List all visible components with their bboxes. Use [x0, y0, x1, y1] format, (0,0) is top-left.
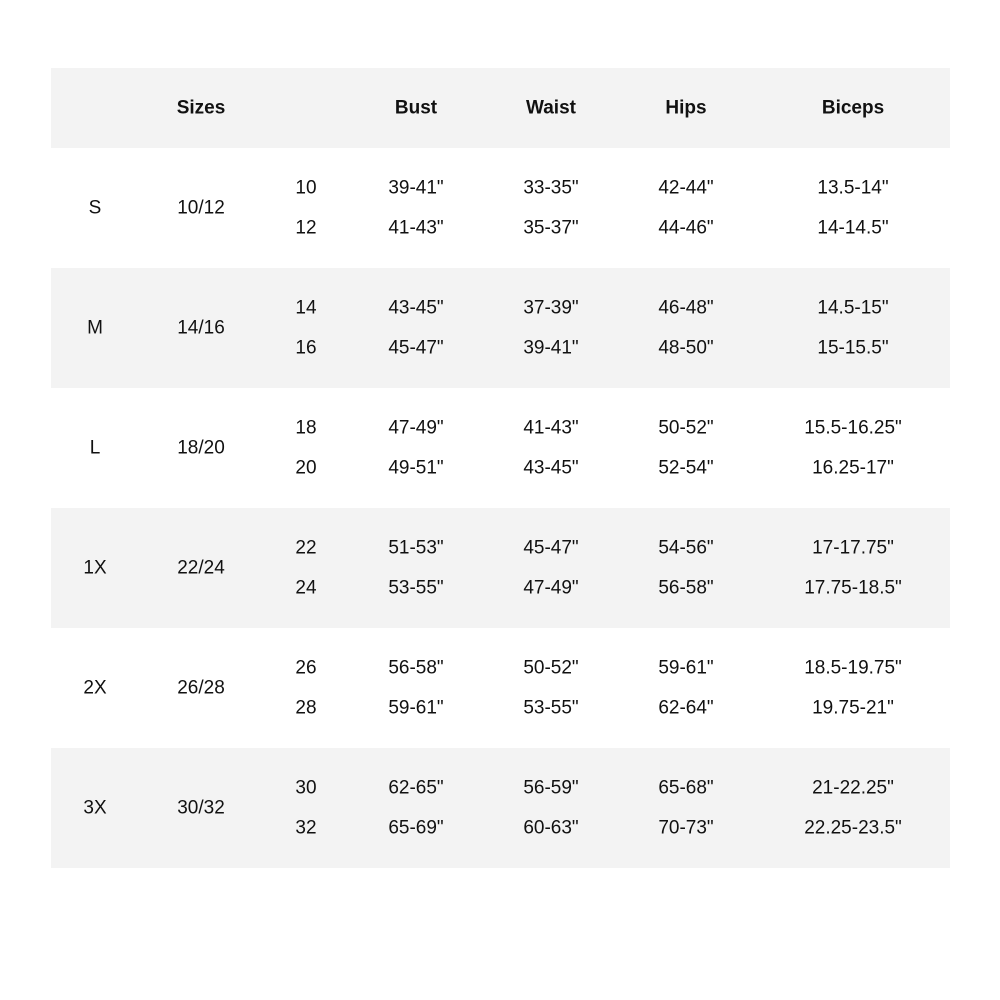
hips-value: 70-73"	[658, 817, 714, 839]
bust-value: 65-69"	[388, 817, 444, 839]
size-label: M	[87, 317, 103, 339]
waist-value: 39-41"	[523, 337, 579, 359]
size-label: 2X	[83, 677, 107, 699]
biceps-value: 17-17.75"	[812, 537, 894, 559]
numeric-size: 16	[295, 337, 317, 359]
biceps-value: 16.25-17"	[812, 457, 894, 479]
bust-value: 62-65"	[388, 777, 444, 799]
size-row-1x	[51, 508, 950, 628]
header-waist: Waist	[526, 97, 576, 119]
size-range: 10/12	[177, 197, 225, 219]
bust-value: 51-53"	[388, 537, 444, 559]
bust-value: 43-45"	[388, 297, 444, 319]
biceps-value: 13.5-14"	[817, 177, 889, 199]
hips-value: 65-68"	[658, 777, 714, 799]
size-label: 1X	[83, 557, 107, 579]
size-range: 26/28	[177, 677, 225, 699]
numeric-size: 18	[295, 417, 317, 439]
biceps-value: 14-14.5"	[817, 217, 889, 239]
waist-value: 41-43"	[523, 417, 579, 439]
size-row-2x	[51, 628, 950, 748]
size-range: 30/32	[177, 797, 225, 819]
header-sizes: Sizes	[176, 97, 226, 119]
numeric-size: 10	[295, 177, 317, 199]
numeric-size: 26	[295, 657, 317, 679]
biceps-value: 15-15.5"	[817, 337, 889, 359]
bust-value: 56-58"	[388, 657, 444, 679]
size-row-l	[51, 388, 950, 508]
biceps-value: 15.5-16.25"	[804, 417, 902, 439]
bust-value: 47-49"	[388, 417, 444, 439]
hips-value: 48-50"	[658, 337, 714, 359]
header-bust: Bust	[394, 97, 438, 119]
header-biceps: Biceps	[821, 97, 885, 119]
hips-value: 59-61"	[658, 657, 714, 679]
hips-value: 50-52"	[658, 417, 714, 439]
size-range: 22/24	[177, 557, 225, 579]
hips-value: 62-64"	[658, 697, 714, 719]
size-range: 18/20	[177, 437, 225, 459]
waist-value: 56-59"	[523, 777, 579, 799]
biceps-value: 21-22.25"	[812, 777, 894, 799]
bust-value: 39-41"	[388, 177, 444, 199]
waist-value: 43-45"	[523, 457, 579, 479]
hips-value: 52-54"	[658, 457, 714, 479]
hips-value: 42-44"	[658, 177, 714, 199]
size-label: 3X	[83, 797, 107, 819]
biceps-value: 18.5-19.75"	[804, 657, 902, 679]
bust-value: 45-47"	[388, 337, 444, 359]
bust-value: 49-51"	[388, 457, 444, 479]
biceps-value: 19.75-21"	[812, 697, 894, 719]
waist-value: 35-37"	[523, 217, 579, 239]
header-hips: Hips	[665, 97, 707, 119]
size-label: L	[89, 437, 101, 459]
numeric-size: 24	[295, 577, 317, 599]
waist-value: 53-55"	[523, 697, 579, 719]
numeric-size: 28	[295, 697, 317, 719]
hips-value: 56-58"	[658, 577, 714, 599]
waist-value: 37-39"	[523, 297, 579, 319]
numeric-size: 14	[295, 297, 317, 319]
numeric-size: 12	[295, 217, 317, 239]
waist-value: 45-47"	[523, 537, 579, 559]
waist-value: 60-63"	[523, 817, 579, 839]
numeric-size: 20	[295, 457, 317, 479]
waist-value: 33-35"	[523, 177, 579, 199]
bust-value: 53-55"	[388, 577, 444, 599]
hips-value: 44-46"	[658, 217, 714, 239]
biceps-value: 22.25-23.5"	[804, 817, 902, 839]
numeric-size: 22	[295, 537, 317, 559]
header-row	[51, 68, 950, 148]
size-range: 14/16	[177, 317, 225, 339]
numeric-size: 32	[295, 817, 317, 839]
size-row-3x	[51, 748, 950, 868]
biceps-value: 14.5-15"	[817, 297, 889, 319]
biceps-value: 17.75-18.5"	[804, 577, 902, 599]
hips-value: 54-56"	[658, 537, 714, 559]
bust-value: 59-61"	[388, 697, 444, 719]
numeric-size: 30	[295, 777, 317, 799]
hips-value: 46-48"	[658, 297, 714, 319]
size-label: S	[88, 197, 102, 219]
size-chart	[51, 68, 950, 868]
bust-value: 41-43"	[388, 217, 444, 239]
waist-value: 50-52"	[523, 657, 579, 679]
size-row-s	[51, 148, 950, 268]
size-row-m	[51, 268, 950, 388]
waist-value: 47-49"	[523, 577, 579, 599]
